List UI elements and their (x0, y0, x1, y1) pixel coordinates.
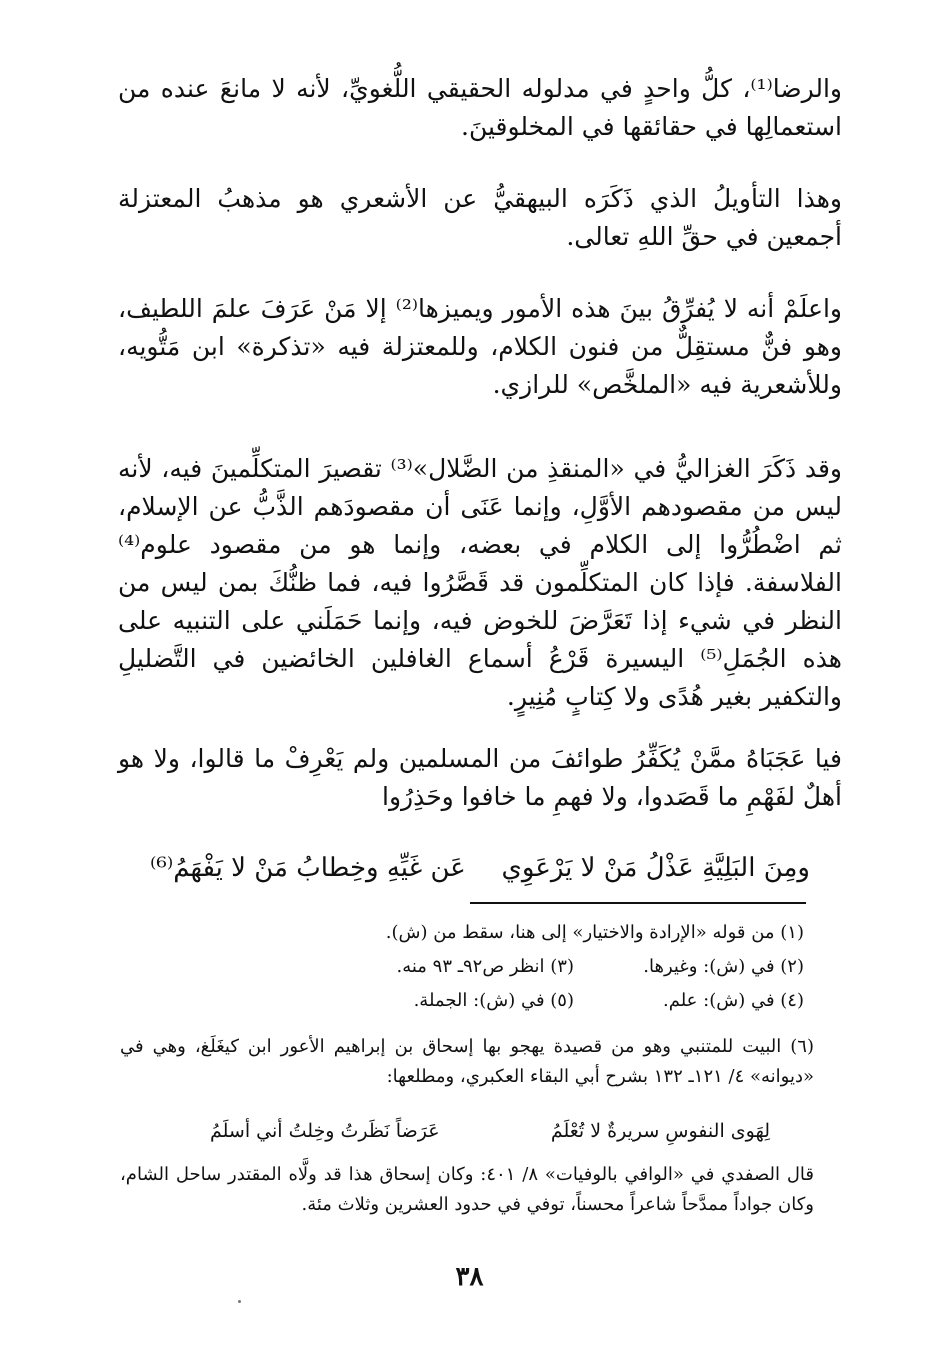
footnote-5: (٥) في (ش): الجملة. (413, 990, 574, 1011)
paragraph-text: فيا عَجَبَاهُ ممَّنْ يُكَفِّرُ طوائفَ من المسلمين ولم يَعْرِفْ ما قالوا، ولا هو أهلٌ لفَهْمِ ما قَصَدوا، ولا فهمِ ما خافوا وحَذِرُوا (118, 744, 842, 811)
verse-first-hemistich: ومِنَ البَلِيَّةِ عَذْلُ مَنْ لا يَرْعَوِي (501, 853, 810, 883)
footnote-row-4-5 (120, 986, 804, 1016)
footnote-row-2-3 (120, 952, 804, 982)
body-paragraph-1 (118, 70, 842, 146)
footnote-separator (470, 902, 806, 904)
paragraph-text: واعلَمْ أنه لا يُفرِّقُ بينَ هذه الأمور ويميزها⁽²⁾ إلا مَنْ عَرَفَ علمَ اللطيف، وهو فنٌّ مستقِلٌّ من فنون الكلام، وللمعتزلة فيه «تذكرة» ابن مَتُّويه، وللأشعرية فيه «الملخَّص» للرازي. (118, 294, 843, 399)
paragraph-text: وقد ذَكَرَ الغزاليُّ في «المنقذِ من الضَّلال»⁽³⁾ تقصيرَ المتكلِّمينَ فيه، لأنه ليس من مقصودهم الأوَّلِ، وإنما عَنَى أن مقصودَهم الذَّبُّ عن الإسلام، ثم اضْطُرُّوا إلى الكلام في بعضه، وإنما هو من مقصود علوم⁽⁴⁾ الفلاسفة. فإذا كان المتكلِّمون قد قَصَّرُوا فيه، فما ظنُّكَ بمن ليس من النظر في شيء إذا تَعَرَّضَ للخوض فيه، وإنما حَمَلَني على التنبيه على هذه الجُمَلِ⁽⁵⁾ اليسيرة قَرْعُ أسماع الغافلين الخائضين في التَّضليلِ والتكفير بغير هُدًى ولا كِتابٍ مُنِيرٍ. (118, 454, 842, 711)
paragraph-text: والرضا⁽¹⁾، كلُّ واحدٍ في مدلوله الحقيقي اللُّغويِّ، لأنه لا مانعَ عنده من استعمالِها في حقائقها في المخلوقينَ. (118, 74, 842, 141)
page-number: ٣٨ (455, 1262, 484, 1292)
footnote-3: (٣) انظر ص٩٢ـ ٩٣ منه. (396, 956, 574, 977)
footnote-4: (٤) في (ش): علم. (663, 990, 804, 1011)
body-paragraph-3 (118, 290, 842, 404)
verse-second-hemistich: عَن غَيِّهِ وخِطابُ مَنْ لا يَفْهَمُ⁽⁶⁾ (150, 853, 466, 883)
scan-speck (238, 1300, 241, 1303)
body-paragraph-5 (118, 740, 842, 816)
footnote-verse-first: لِهَوى النفوسِ سريرةٌ لا تُعْلَمُ (550, 1120, 770, 1142)
footnote-6-continuation: قال الصفدي في «الوافي بالوفيات» ٨/ ٤٠١: وكان إسحاق هذا قد ولَّاه المقتدر ساحل الشام، وكان جواداً ممدَّحاً شاعراً محسناً، توفي في حدود العشرين وثلاث مئة. (120, 1164, 815, 1215)
footnote-2: (٢) في (ش): وغيرها. (643, 956, 804, 977)
footnote-6: (٦) البيت للمتنبي وهو من قصيدة يهجو بها إسحاق بن إبراهيم الأعور ابن كيغَلَغ، وهي في «ديوانه» ٤/ ١٢١ـ ١٣٢ بشرح أبي البقاء العكبري، ومطلعها: (120, 1036, 814, 1087)
poetry-verse (150, 848, 810, 888)
footnote-6-verse (210, 1116, 770, 1146)
paragraph-text: وهذا التأويلُ الذي ذَكَرَه البيهقيُّ عن الأشعري هو مذهبُ المعتزلة أجمعين في حقِّ اللهِ تعالى. (118, 184, 842, 251)
footnote-verse-second: عَرَضاً نَظَرتُ وخِلتُ أني أسلَمُ (210, 1120, 440, 1142)
footnote-1: (١) من قوله «الإرادة والاختيار» إلى هنا، سقط من (ش). (385, 922, 804, 943)
body-paragraph-2 (118, 180, 842, 256)
body-paragraph-4 (118, 450, 842, 716)
